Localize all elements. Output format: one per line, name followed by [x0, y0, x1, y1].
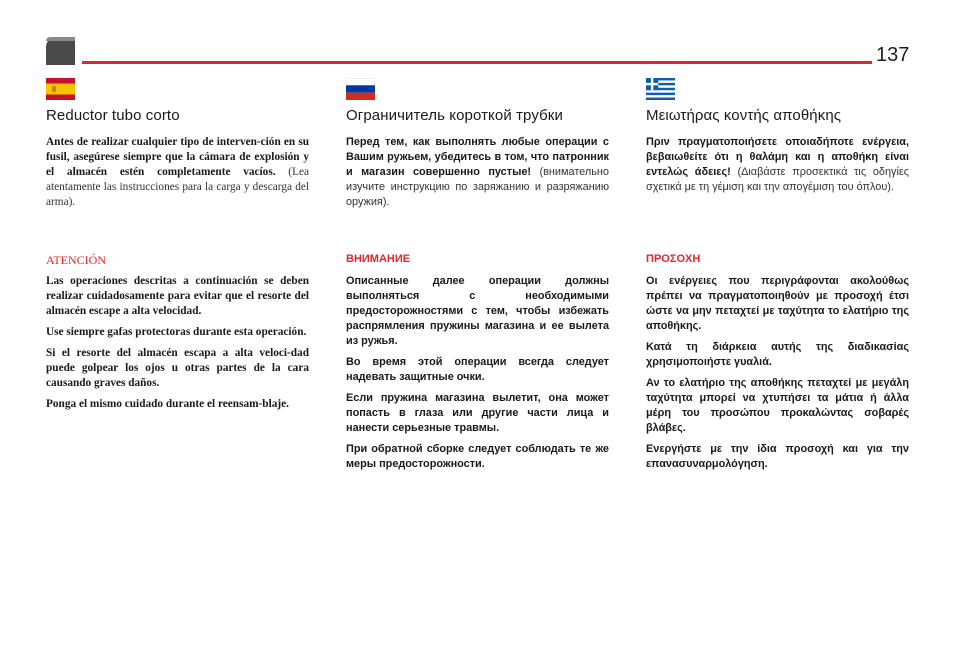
- header-rule: [82, 61, 872, 64]
- warning-title: ΠΡΟΣΟΧΗ: [646, 253, 701, 265]
- warning-paragraph: Ενεργήστε με την ίδια προσοχή και για την επανασυναρμολόγηση.: [646, 443, 909, 470]
- warning-paragraph: Οι ενέργειες που περιγράφονται ακολούθως πρέπει να πραγματοποιηθούν με προσοχή έτσι ώστε να μην πεταχτεί με ταχύτητα το ελατήριο της αποθήκης.: [646, 275, 909, 332]
- flag-greece-icon: [646, 78, 675, 100]
- warning-paragraph: Si el resorte del almacén escapa a alta veloci-dad puede golpear los ojos u otras partes de la cara causando graves daños.: [46, 347, 309, 389]
- section-title: Reductor tubo corto: [46, 107, 180, 124]
- warning-paragraph: Если пружина магазина вылетит, она может попасть в глаза или другие части лица и нанести серьезные травмы.: [346, 392, 609, 434]
- warning-paragraph: Ponga el mismo cuidado durante el reensam-blaje.: [46, 398, 289, 410]
- intro-text: Antes de realizar cualquier tipo de interven-ción en su fusil, asegúrese siempre que la cámara de explosión y el almacén estén completamente vacíos. (Lea atentamente las instrucciones para la carga y descarga del arma).: [46, 136, 309, 208]
- intro-text: Перед тем, как выполнять любые операции с Вашим ружьем, убедитесь в том, что патронник и магазин совершенно пустые! (внимательно изучите инструкцию по заряжанию и разряжанию оружия).: [346, 136, 609, 208]
- flag-russia-icon: [346, 78, 375, 100]
- section-title: Μειωτήρας κοντής αποθήκης: [646, 107, 842, 124]
- warning-paragraph: Use siempre gafas protectoras durante esta operación.: [46, 326, 307, 338]
- section-title: Ограничитель короткой трубки: [346, 107, 563, 124]
- header-tab-block: [46, 37, 75, 65]
- warning-paragraph: При обратной сборке следует соблюдать те же меры предосторожности.: [346, 443, 609, 470]
- warning-paragraph: Αν το ελατήριο της αποθήκης πεταχτεί με μεγάλη ταχύτητα μπορεί να χτυπήσει τα μάτια ή άλλα μέρη του προσώπου προκαλώντας σοβαρές βλάβες.: [646, 377, 909, 434]
- warning-title: ВНИМАНИЕ: [346, 253, 411, 265]
- warning-paragraph: Описанные далее операции должны выполняться с необходимыми предосторожностями с тем, чтобы избежать распрямления пружины магазина и ее вылета из ружья.: [346, 275, 609, 347]
- warning-title: ATENCIÓN: [46, 253, 106, 267]
- intro-text: Πριν πραγματοποιήσετε οποιαδήποτε ενέργεια, βεβαιωθείτε ότι η θαλάμη και η αποθήκη είναι εντελώς άδειες! (Διαβάστε προσεκτικά τις οδηγίες σχετικά με τη γέμιση και την απογέμιση του όπλου).: [646, 136, 909, 193]
- column-greek: [646, 78, 909, 470]
- page-number: 137: [876, 44, 910, 66]
- warning-paragraph: Las operaciones descritas a continuación se deben realizar cuidadosamente para evitar que el resorte del almacén escape a alta velocidad.: [46, 275, 309, 317]
- warning-paragraph: Во время этой операции всегда следует надевать защитные очки.: [346, 356, 609, 383]
- warning-body: [46, 274, 309, 418]
- column-russian: [346, 78, 609, 470]
- warning-body: [646, 274, 909, 478]
- warning-body: [346, 274, 609, 478]
- warning-paragraph: Κατά τη διάρκεια αυτής της διαδικασίας χρησιμοποιήστε γυαλιά.: [646, 341, 909, 368]
- column-spanish: [46, 78, 309, 410]
- flag-spain-icon: [46, 78, 75, 100]
